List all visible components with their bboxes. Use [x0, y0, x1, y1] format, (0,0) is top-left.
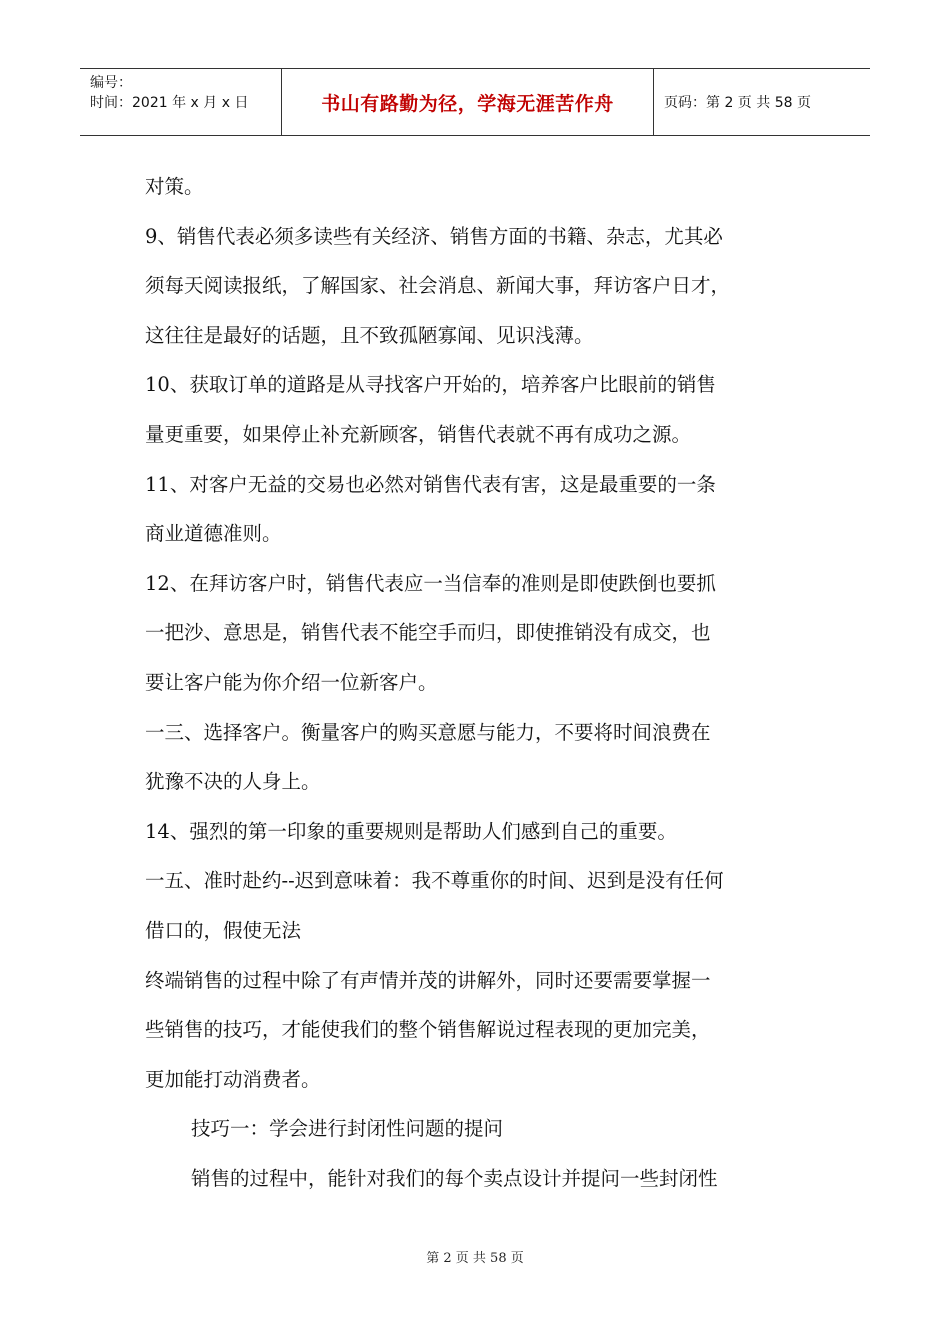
date-label: 时间：2021 年 x 月 x 日 [90, 95, 249, 111]
body-line: 些销售的技巧，才能使我们的整个销售解说过程表现的更加完美， [145, 1018, 711, 1042]
body-line: 14、强烈的第一印象的重要规则是帮助人们感到自己的重要。 [145, 819, 677, 843]
footer-page-number: 第 2 页 共 58 页 [426, 1251, 524, 1266]
document-body [145, 162, 815, 1203]
header-motto-cell [282, 69, 654, 135]
page-header [80, 68, 870, 136]
body-line: 销售的过程中，能针对我们的每个卖点设计并提问一些封闭性 [191, 1166, 718, 1190]
body-line: 终端销售的过程中除了有声情并茂的讲解外，同时还要需要掌握一 [145, 968, 711, 992]
body-line: 这往往是最好的话题，且不致孤陋寡闻、见识浅薄。 [145, 323, 594, 347]
body-line: 更加能打动消费者。 [145, 1067, 321, 1091]
body-line: 一五、准时赴约--迟到意味着：我不尊重你的时间、迟到是没有任何 [145, 869, 724, 893]
body-line: 商业道德准则。 [145, 522, 282, 546]
page-info: 页码：第 2 页 共 58 页 [664, 95, 811, 111]
body-line: 量更重要，如果停止补充新顾客，销售代表就不再有成功之源。 [145, 422, 692, 446]
body-line: 借口的，假使无法 [145, 918, 302, 942]
body-line: 对策。 [145, 175, 204, 198]
body-line: 须每天阅读报纸，了解国家、社会消息、新闻大事，拜访客户日才， [145, 274, 731, 298]
body-line: 一三、选择客户。衡量客户的购买意愿与能力，不要将时间浪费在 [145, 720, 711, 744]
page-footer [0, 1247, 950, 1266]
body-line: 11、对客户无益的交易也必然对销售代表有害，这是最重要的一条 [145, 472, 716, 496]
body-line: 9、销售代表必须多读些有关经济、销售方面的书籍、杂志，尤其必 [145, 224, 723, 248]
body-line: 12、在拜访客户时，销售代表应一当信奉的准则是即使跌倒也要抓 [145, 571, 716, 595]
body-line: 犹豫不决的人身上。 [145, 770, 321, 794]
body-line: 要让客户能为你介绍一位新客户。 [145, 670, 438, 694]
header-meta-cell [80, 69, 282, 135]
header-page-cell [654, 69, 870, 135]
number-label: 编号： [90, 75, 132, 91]
body-line: 10、获取订单的道路是从寻找客户开始的，培养客户比眼前的销售 [145, 373, 716, 397]
section-heading: 技巧一：学会进行封闭性问题的提问 [191, 1117, 504, 1141]
body-line: 一把沙、意思是，销售代表不能空手而归，即使推销没有成交，也 [145, 621, 711, 645]
motto-text: 书山有路勤为径，学海无涯苦作舟 [321, 92, 614, 115]
